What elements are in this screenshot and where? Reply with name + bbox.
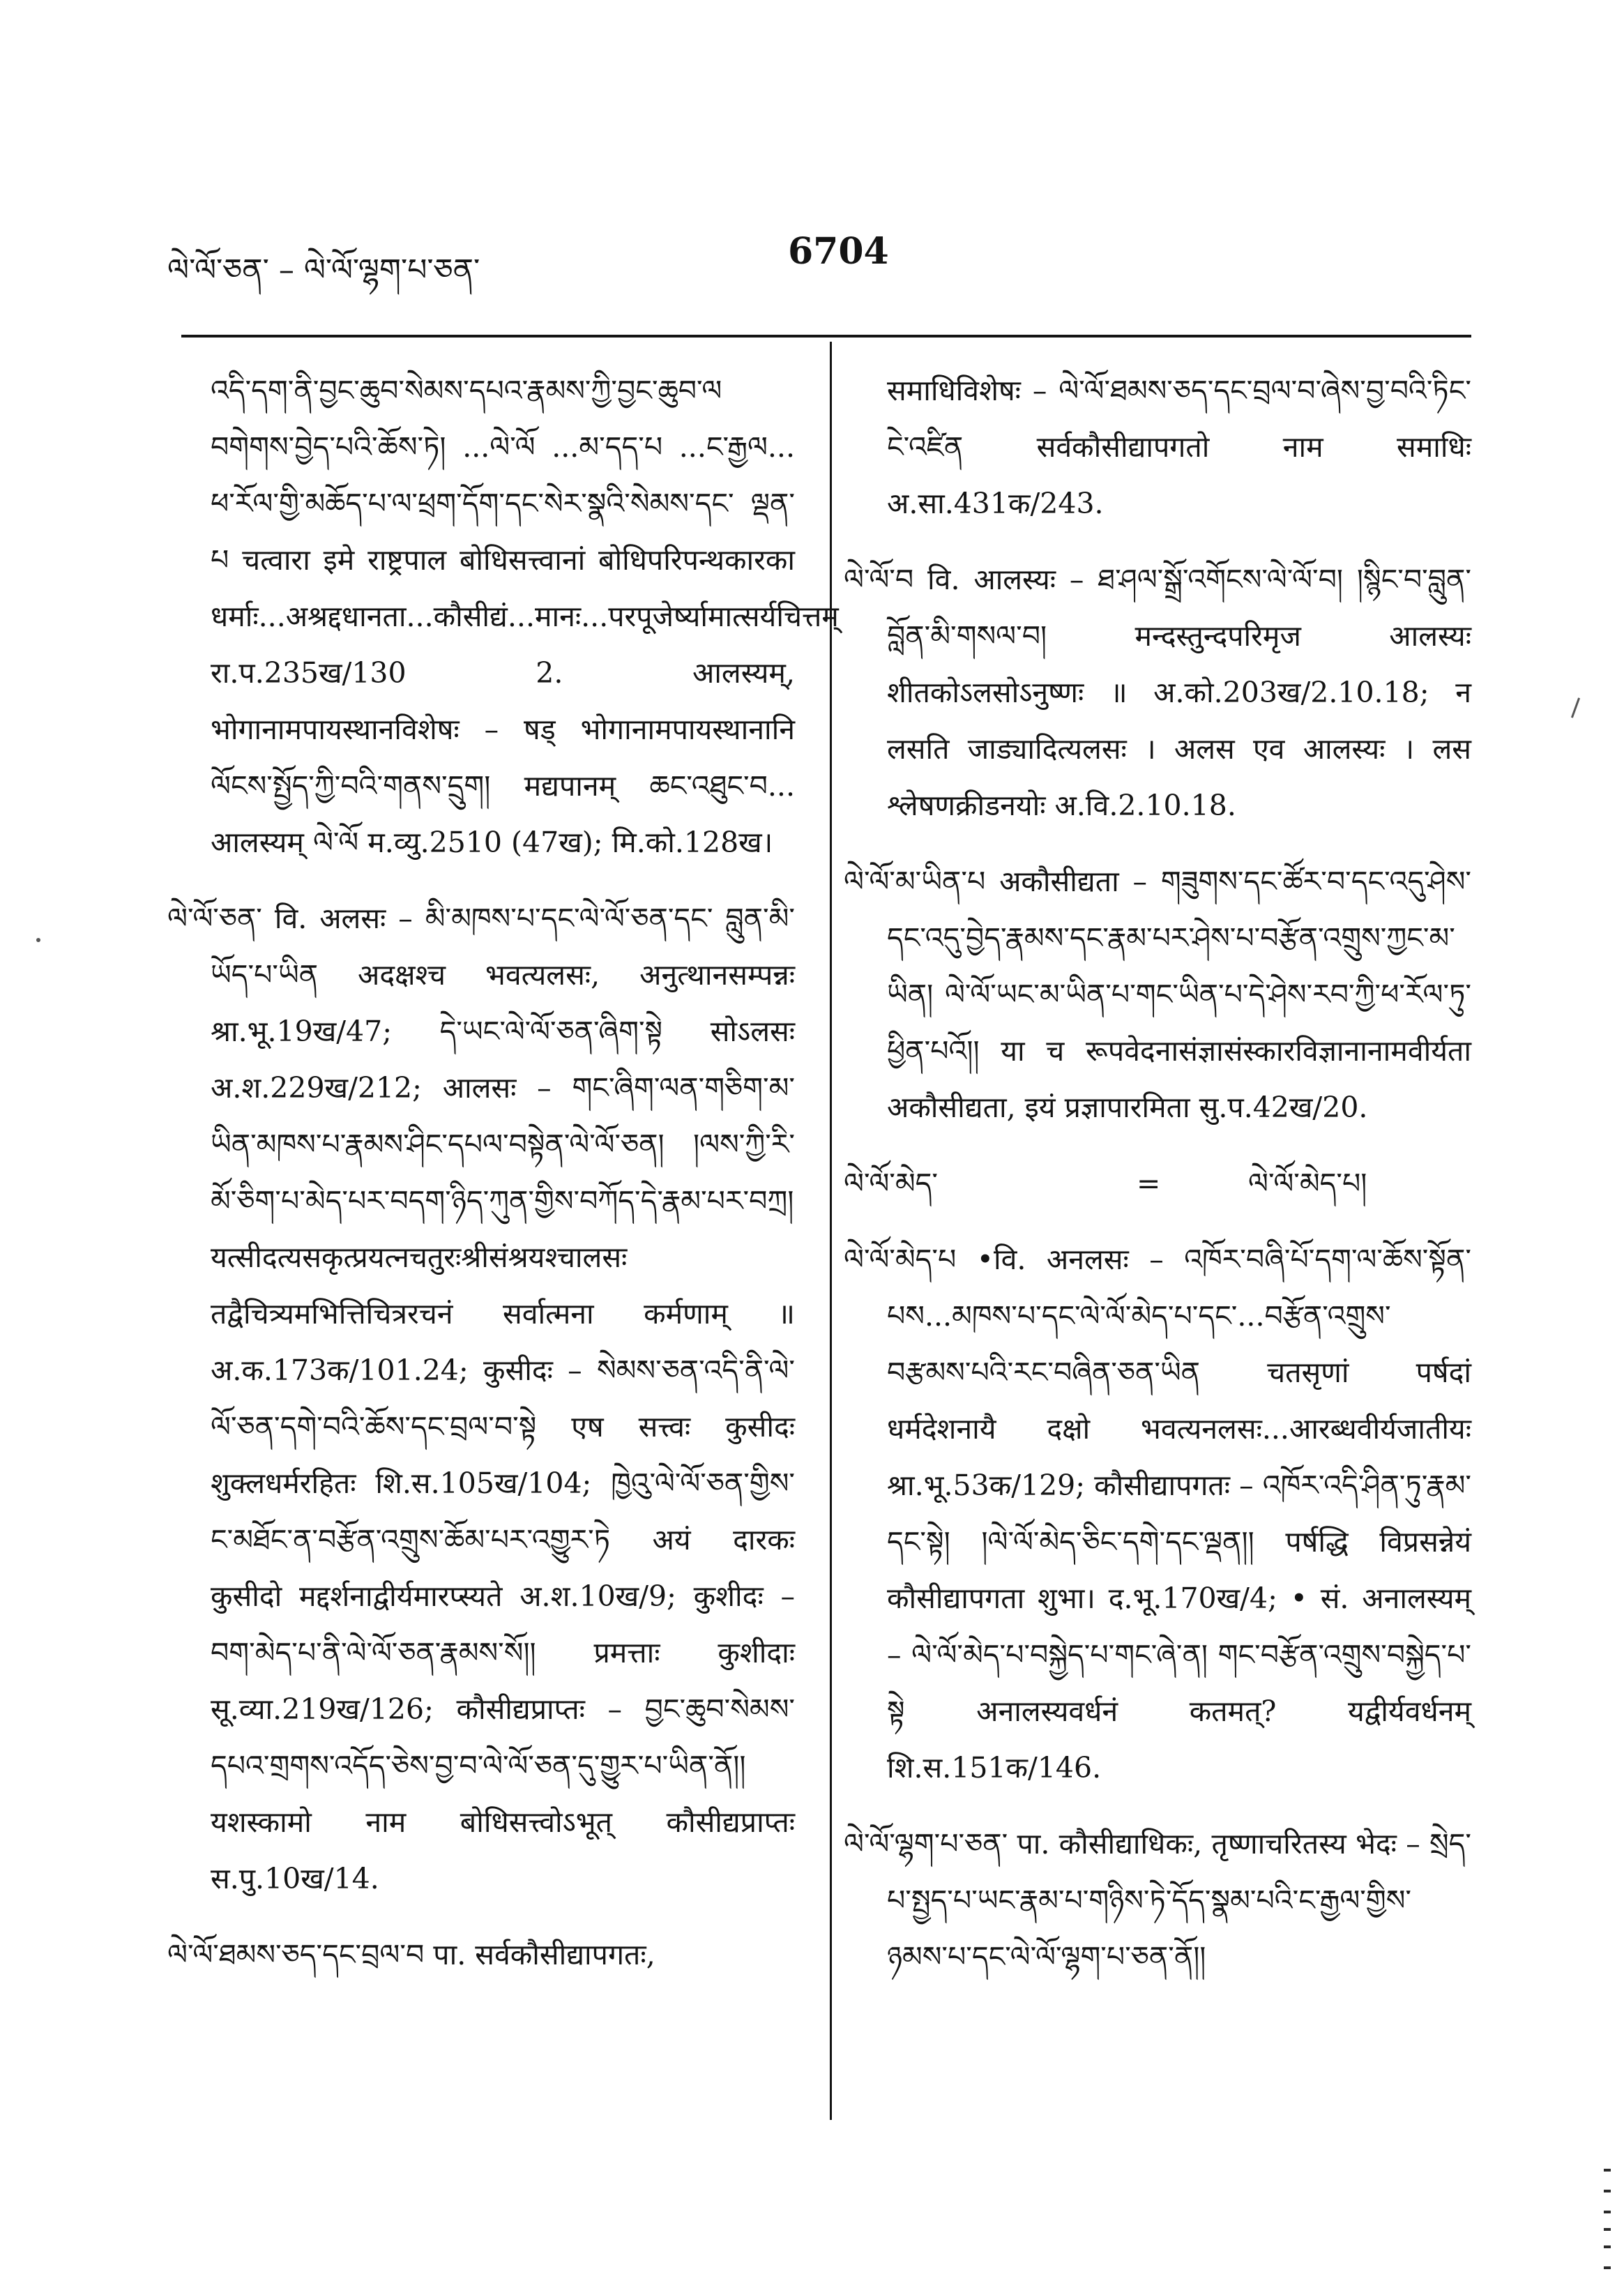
cross-ref-target: ལེ་ལོ་མེད་པ། (1248, 1167, 1367, 1200)
entry-le-lo-med-pa: ལེ་ལོ་མེད་པ •वि. अनलसः – འཁོར་བཞི་པོ་དག་ལ་ཆོས་སྟོན་པས...མཁས་པ་དང་ལེ་ལོ་མེད་པ་དང་...བརྩོན་འགྲུས་བརྩམས་པའི་རང་བཞིན་ཅན་ཡིན चतसृणां पर्षदां धर्मदेशनायै दक्षो भवत्यनलसः...आरब्धवीर्यजातीयः श्रा.भू.53क/129; कौसीद्यापगतः – འཁོར་འདི་ཤིན་ཏུ་རྣམ་དང་སྟེ། །ལེ་ལོ་མེད་ཅིང་དགེ་དང་ལྡན།། पर्षद्धि विप्रसन्नेयं कौसीद्यापगता शुभा। द.भू.170ख/4; • सं. अनालस्यम् – ལེ་ལོ་མེད་པ་བསྐྱེད་པ་གང་ཞེ་ན། གང་བརྩོན་འགྲུས་བསྐྱེད་པ་སྟེ अनालस्यवर्धनं कतमत्? यद्वीर्यवर्धनम् शि.स.151क/146. (844, 1243, 1471, 1785)
running-head: ལེ་ལོ་ཅན་ – ལེ་ལོ་ལྷག་པ་ཅན་ (167, 252, 480, 288)
equals-sign: = (1137, 1167, 1161, 1200)
page-header (167, 230, 1478, 286)
entry-le-lo-thams-cad: ལེ་ལོ་ཐམས་ཅད་དང་བྲལ་བ पा. सर्वकौसीद्यापगतः, (167, 1938, 655, 1971)
page-number: 6704 (788, 230, 889, 273)
entry-le-lo-ma-yin-pa: ལེ་ལོ་མ་ཡིན་པ अकौसीद्यता – གཟུགས་དང་ཚོར་བ་དང་འདུ་ཤེས་དང་འདུ་བྱེད་རྣམས་དང་རྣམ་པར་ཤེས་པ་བརྩོན་འགྲུས་ཀྱང་མ་ཡིན། ལེ་ལོ་ཡང་མ་ཡིན་པ་གང་ཡིན་པ་དེ་ཤེས་རབ་ཀྱི་ཕ་རོལ་ཏུ་ཕྱིན་པའོ།། या च रूपवेदनासंज्ञासंस्कारविज्ञानानामवीर्यता अकौसीद्यता, इयं प्रज्ञापारमिता सु.प.42ख/20. (844, 865, 1471, 1124)
cross-reference (844, 1156, 1471, 1212)
cross-ref-head: ལེ་ལོ་མེད་ (844, 1167, 939, 1200)
header-rule (181, 335, 1471, 338)
entry-le-lo-can: ལེ་ལོ་ཅན་ वि. अलसः – མི་མཁས་པ་དང་ལེ་ལོ་ཅན་དང་ བླུན་མི་ཡོད་པ་ཡིན अदक्षश्च भवत्यलसः, अनुत्थानसम्पन्नः श्रा.भू.19ख/47; དེ་ཡང་ལེ་ལོ་ཅན་ཞིག་སྟེ सोऽलसः अ.श.229ख/212; आलसः – གང་ཞིག་ལན་གཅིག་མ་ཡིན་མཁས་པ་རྣམས་ཤིང་དཔལ་བསྟེན་ལེ་ལོ་ཅན། །ལས་ཀྱི་རི་མོ་ཅིག་པ་མེད་པར་བདག་ཉིད་ཀུན་གྱིས་བཀོད་དེ་རྣམ་པར་བཀྲ། यत्सीदत्यसकृत्प्रयत्नचतुरःश्रीसंश्रयश्चालसः तद्वैचित्र्यमभित्तिचित्ररचनं सर्वात्मना कर्मणाम् ॥ अ.क.173क/101.24; कुसीदः – སེམས་ཅན་འདི་ནི་ལེ་ལོ་ཅན་དགེ་བའི་ཆོས་དང་བྲལ་བ་སྟེ एष सत्त्वः कुसीदः शुक्लधर्मरहितः शि.स.105ख/104; ཁྱེའུ་ལེ་ལོ་ཅན་གྱིས་ང་མཐོང་ན་བརྩོན་འགྲུས་ཆོམ་པར་འགྱུར་ཏེ अयं दारकः कुसीदो मद्दर्शनाद्वीर्यमारप्स्यते अ.श.10ख/9; कुशीदः – བག་མེད་པ་ནི་ལེ་ལོ་ཅན་རྣམས་སོ།། प्रमत्ताः कुशीदाः सू.व्या.219ख/126; कौसीद्यप्राप्तः – བྱང་ཆུབ་སེམས་དཔའ་གྲགས་འདོད་ཅེས་བྱ་བ་ལེ་ལོ་ཅན་དུ་གྱུར་པ་ཡིན་ནོ།། यशस्कामो नाम बोधिसत्त्वोऽभूत् कौसीद्यप्राप्तः स.पु.10ख/14. (167, 902, 795, 1895)
scan-mark (1571, 697, 1580, 718)
scan-speck (36, 938, 40, 942)
entry-continuation: समाधिविशेषः – ལེ་ལོ་ཐམས་ཅད་དང་བྲལ་བ་ཞེས་བྱ་བའི་ཏིང་ངེ་འཛིན सर्वकौसीद्यापगतो नाम समाधिः अ.सा.431क/243. (887, 374, 1471, 520)
entry-le-lo-lhag-pa-can: ལེ་ལོ་ལྷག་པ་ཅན་ पा. कौसीद्याधिकः, तृष्णाचरितस्य भेदः – སྲེད་པ་སྤྱད་པ་ཡང་རྣམ་པ་གཉིས་ཏེ་དོད་སྣམ་པའི་ང་རྒྱལ་གྱིས་ཉམས་པ་དང་ལེ་ལོ་ལྷག་པ་ཅན་ནོ།། (844, 1827, 1471, 1973)
scan-edge-noise (1597, 2162, 1618, 2287)
entry-le-lo-ba: ལེ་ལོ་བ वि. आलस्यः – ཐ་ཤལ་སྒྲོ་འགོངས་ལེ་ལོ་བ། །སྙིང་བ་བླུན་བློན་མི་གསལ་བ། मन्दस्तुन्दपरिमृज आलस्यः शीतकोऽलसोऽनुष्णः ॥ अ.को.203ख/2.10.18; न लसति जाड्यादित्यलसः । अलस एव आलस्यः । लस श्लेषणक्रीडनयोः अ.वि.2.10.18. (844, 563, 1471, 822)
right-column (844, 363, 1471, 1985)
left-column (167, 363, 839, 1983)
entry-continuation: འདི་དག་ནི་བྱང་ཆུབ་སེམས་དཔའ་རྣམས་ཀྱི་བྱང་ཆུབ་ལ བགེགས་བྱེད་པའི་ཆོས་ཏེ། ...ལེ་ལོ ...མ་དད་པ ...ང་རྒྱལ... ཕ་རོལ་གྱི་མཆོད་པ་ལ་ཕྲག་དོག་དང་སེར་སྣའི་སེམས་དང་ ལྡན་པ चत्वारा इमे राष्ट्रपाल बोधिसत्त्वानां बोधिपरिपन्थकारका धर्माः...अश्रद्दधानता...कौसीद्यं...मानः...परपूजेर्ष्यामात्सर्यचित्तम् रा.प.235ख/130 2. आलस्यम्, भोगानामपायस्थानविशेषः – षड् भोगानामपायस्थानानि ལོངས་སྤྱོད་ཀྱི་བའི་གནས་དྲུག། मद्यपानम् ཆང་འཐུང་བ... आलस्यम् ལེ་ལོ म.व्यु.2510 (47ख); मि.को.128ख। (211, 374, 839, 859)
